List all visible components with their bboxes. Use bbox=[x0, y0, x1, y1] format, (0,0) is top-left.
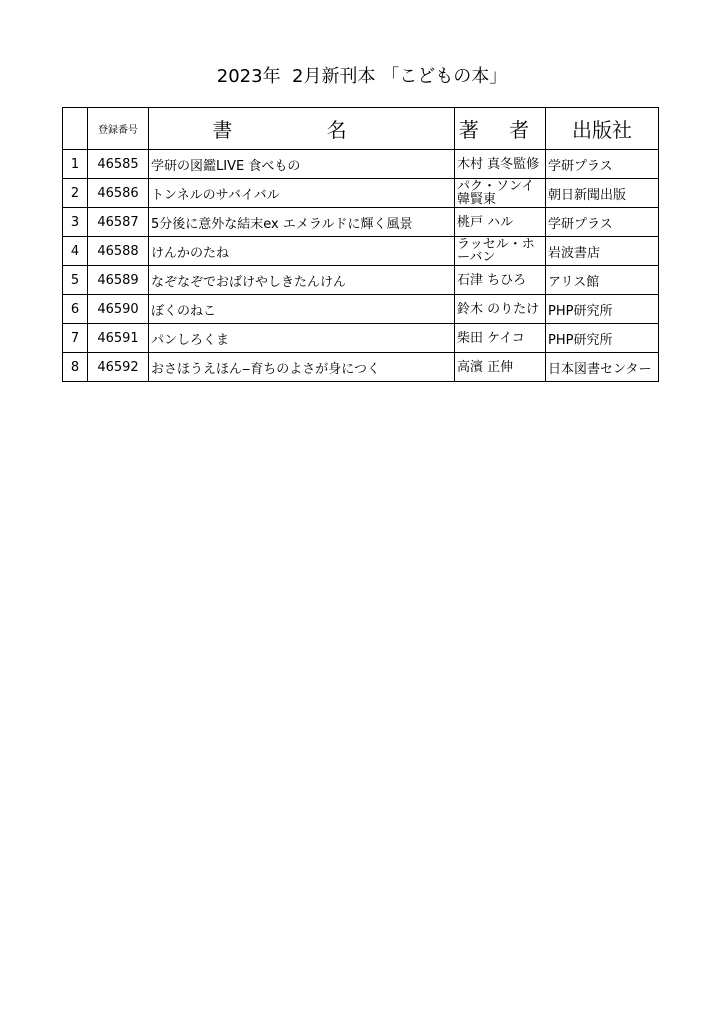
book-publisher: PHP研究所 bbox=[546, 324, 659, 353]
book-author: 高濱 正伸 bbox=[455, 353, 546, 382]
book-author: 木村 真冬監修 bbox=[455, 150, 546, 179]
book-title: おさほうえほん‒育ちのよさが身につく bbox=[149, 353, 455, 382]
book-publisher: アリス館 bbox=[546, 266, 659, 295]
header-book-title: 書 名 bbox=[149, 108, 455, 150]
book-title: 5分後に意外な結末ex エメラルドに輝く風景 bbox=[149, 208, 455, 237]
table-row bbox=[63, 150, 659, 179]
table-row bbox=[63, 295, 659, 324]
book-author: 鈴木 のりたけ bbox=[455, 295, 546, 324]
page-title: 2023年 2月新刊本 「こどもの本」 bbox=[216, 66, 508, 87]
registration-number: 46585 bbox=[88, 150, 149, 179]
registration-number: 46586 bbox=[88, 179, 149, 208]
table-header-row bbox=[63, 108, 659, 150]
row-number: 4 bbox=[63, 237, 88, 266]
registration-number: 46591 bbox=[88, 324, 149, 353]
book-publisher: 岩波書店 bbox=[546, 237, 659, 266]
book-publisher: 日本図書センター bbox=[546, 353, 659, 382]
book-publisher: 学研プラス bbox=[546, 150, 659, 179]
row-number: 1 bbox=[63, 150, 88, 179]
table-row bbox=[63, 266, 659, 295]
registration-number: 46592 bbox=[88, 353, 149, 382]
book-title: なぞなぞでおばけやしきたんけん bbox=[149, 266, 455, 295]
registration-number: 46588 bbox=[88, 237, 149, 266]
table-row bbox=[63, 237, 659, 266]
book-title: 学研の図鑑LIVE 食べもの bbox=[149, 150, 455, 179]
book-author: 柴田 ケイコ bbox=[455, 324, 546, 353]
header-author: 著 者 bbox=[455, 108, 546, 150]
registration-number: 46589 bbox=[88, 266, 149, 295]
book-author: 石津 ちひろ bbox=[455, 266, 546, 295]
new-books-table bbox=[62, 107, 659, 382]
book-title: ぼくのねこ bbox=[149, 295, 455, 324]
row-number: 3 bbox=[63, 208, 88, 237]
table-row bbox=[63, 324, 659, 353]
book-publisher: 学研プラス bbox=[546, 208, 659, 237]
book-publisher: 朝日新聞出版 bbox=[546, 179, 659, 208]
row-number: 8 bbox=[63, 353, 88, 382]
row-number: 7 bbox=[63, 324, 88, 353]
table-row bbox=[63, 353, 659, 382]
book-author: パク・ソンイ 韓賢東 bbox=[455, 179, 546, 208]
book-author: 桃戸 ハル bbox=[455, 208, 546, 237]
row-number: 5 bbox=[63, 266, 88, 295]
book-title: トンネルのサバイバル bbox=[149, 179, 455, 208]
registration-number: 46587 bbox=[88, 208, 149, 237]
table-row bbox=[63, 208, 659, 237]
header-registration-number: 登録番号 bbox=[88, 108, 149, 150]
registration-number: 46590 bbox=[88, 295, 149, 324]
book-author: ラッセル・ホーバン bbox=[455, 237, 546, 266]
header-number bbox=[63, 108, 88, 150]
row-number: 2 bbox=[63, 179, 88, 208]
table-row bbox=[63, 179, 659, 208]
header-publisher: 出版社 bbox=[546, 108, 659, 150]
book-publisher: PHP研究所 bbox=[546, 295, 659, 324]
book-title: けんかのたね bbox=[149, 237, 455, 266]
book-title: パンしろくま bbox=[149, 324, 455, 353]
row-number: 6 bbox=[63, 295, 88, 324]
